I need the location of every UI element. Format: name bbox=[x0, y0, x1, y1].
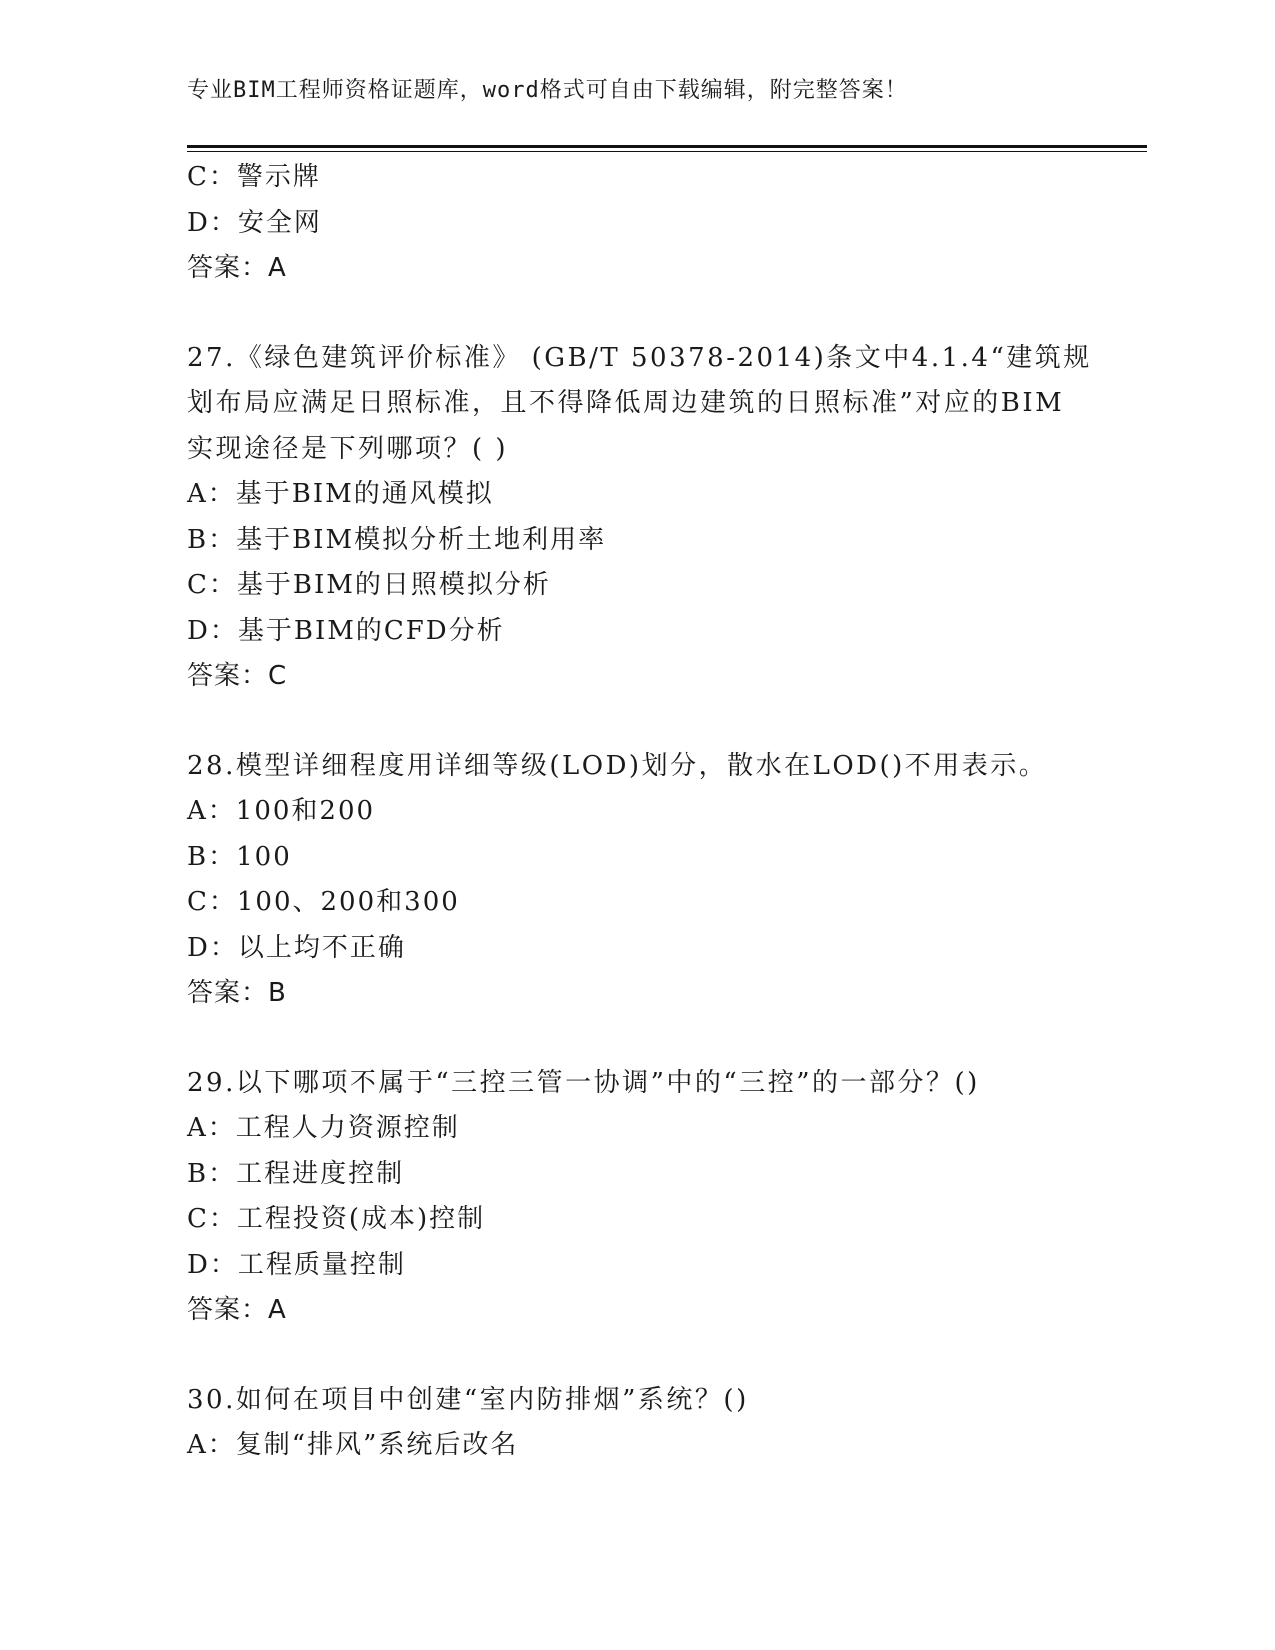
stem-line: 28.模型详细程度用详细等级(LOD)划分，散水在LOD()不用表示。 bbox=[187, 750, 1048, 781]
option-b: B：100 bbox=[187, 841, 292, 872]
option-d: D：安全网 bbox=[187, 207, 322, 238]
answer-line: 答案：A bbox=[187, 253, 287, 283]
question-stem bbox=[187, 336, 1092, 473]
option-a: A：复制“排风”系统后改名 bbox=[187, 1430, 519, 1460]
option-b: B：基于BIM模拟分析土地利用率 bbox=[187, 524, 607, 555]
stem-line: 划布局应满足日照标准，且不得降低周边建筑的日照标准”对应的BIM bbox=[187, 388, 1065, 418]
option-c: C：基于BIM的日照模拟分析 bbox=[187, 570, 551, 600]
option-b: B：工程进度控制 bbox=[187, 1158, 405, 1189]
option-d: D：基于BIM的CFD分析 bbox=[187, 615, 505, 646]
answer-line: 答案：A bbox=[187, 1295, 287, 1325]
header-rule-thick bbox=[187, 145, 1147, 148]
header-rule-thin bbox=[187, 151, 1147, 152]
answer-line: 答案：B bbox=[187, 978, 287, 1008]
question-stem bbox=[187, 1378, 1087, 1424]
stem-line: 实现途径是下列哪项？( ) bbox=[187, 433, 509, 464]
stem-line: 27.《绿色建筑评价标准》 (GB/T 50378-2014)条文中4.1.4“建筑规 bbox=[187, 342, 1092, 373]
option-a: A：基于BIM的通风模拟 bbox=[187, 479, 494, 509]
option-c: C：工程投资(成本)控制 bbox=[187, 1204, 486, 1234]
option-a: A：工程人力资源控制 bbox=[187, 1113, 460, 1143]
answer-line: 答案：C bbox=[187, 661, 288, 691]
option-d: D：工程质量控制 bbox=[187, 1249, 406, 1280]
question-28 bbox=[187, 744, 1087, 1017]
stem-line: 29.以下哪项不属于“三控三管一协调”中的“三控”的一部分？() bbox=[187, 1067, 980, 1098]
question-30 bbox=[187, 1378, 1087, 1469]
question-stem bbox=[187, 1061, 1087, 1107]
option-c: C：100、200和300 bbox=[187, 887, 460, 917]
question-29 bbox=[187, 1061, 1087, 1334]
question-27 bbox=[187, 336, 1092, 700]
stem-line: 30.如何在项目中创建“室内防排烟”系统？() bbox=[187, 1384, 749, 1415]
page-header: 专业BIM工程师资格证题库，word格式可自由下载编辑，附完整答案！ bbox=[187, 78, 908, 103]
option-a: A：100和200 bbox=[187, 796, 376, 826]
prev-question-tail bbox=[187, 155, 1087, 292]
question-stem bbox=[187, 744, 1087, 790]
option-c: C：警示牌 bbox=[187, 162, 321, 192]
option-d: D：以上均不正确 bbox=[187, 932, 406, 963]
document-content bbox=[187, 155, 1092, 1469]
